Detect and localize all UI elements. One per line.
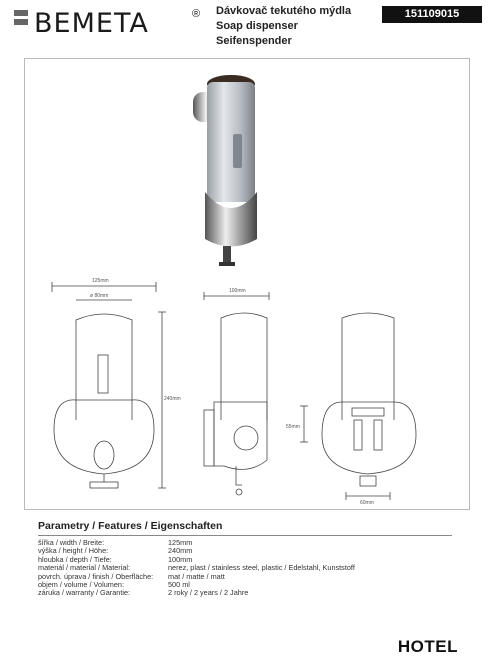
param-row [38,589,355,597]
param-value: 240mm [168,546,193,556]
registered-mark: ® [192,8,201,20]
param-key: šířka / width / Breite: [38,538,105,547]
level-window [233,134,242,168]
param-value: 2 roky / 2 years / 2 Jahre [168,588,249,598]
bottom-dim-label: 60mm [360,500,374,506]
product-photo [185,74,275,274]
param-value: mat / matte / matt [168,571,225,581]
param-key: výška / height / Höhe: [38,546,109,556]
param-key: hloubka / depth / Tiefe: [38,554,112,564]
param-key: záruka / warranty / Garantie: [38,588,131,598]
param-key: materiál / material / Material: [38,563,131,573]
title-de: Seifenspender [216,35,292,47]
param-value: 100mm [168,554,193,564]
param-key: povrch. úprava / finish / Oberfläche: [38,571,154,581]
technical-drawing [24,270,468,508]
brand-logo [14,4,200,44]
params-title: Parametry / Features / Eigenschaften [38,520,223,532]
param-value: 125mm [168,538,193,547]
param-value: 500 ml [168,580,190,590]
logo-mark-top [14,10,28,16]
product-titles [216,4,351,49]
param-key: objem / volume / Volumen: [38,580,124,590]
brand-name: BEMETA [34,8,149,39]
push-lever [223,246,231,264]
height-dim-label: 240mm [164,396,181,402]
logo-mark-bottom [14,19,28,25]
title-en: Soap dispenser [216,20,298,32]
side-dim-label: 55mm [286,424,300,430]
title-cz: Dávkovač tekutého mýdla [216,5,352,17]
diam-dim-label: ø 80mm [90,293,109,299]
params-table [38,539,355,598]
container-body [207,82,255,202]
depth-dim-label: 100mm [229,288,246,294]
width-dim-label: 125mm [92,278,109,284]
params-divider [38,535,452,536]
product-code: 151109015 [382,6,482,23]
category-label: HOTEL [397,637,458,656]
param-value: nerez, plast / stainless steel, plastic / Edelstahl, Kunststoff [168,563,355,573]
